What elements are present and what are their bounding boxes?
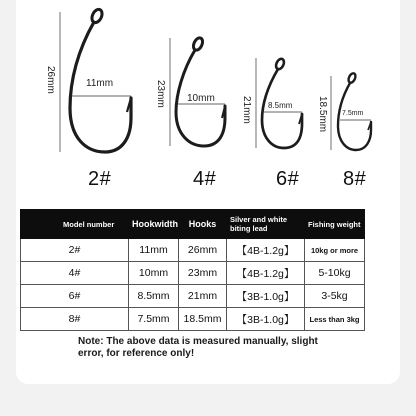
table-row xyxy=(21,262,365,285)
table-row xyxy=(21,285,365,308)
cell-hookwidth: 10mm xyxy=(129,262,179,285)
header-model-number: Model number xyxy=(21,210,129,239)
header-hookwidth: Hookwidth xyxy=(129,210,179,239)
cell-model: 8# xyxy=(21,308,129,331)
hook-2-size-label: 2# xyxy=(88,168,112,190)
hook-8-height-label: 18.5mm xyxy=(317,96,328,133)
hook-6-size-label: 6# xyxy=(276,168,300,190)
hook-4-width-label: 10mm xyxy=(187,93,215,104)
cell-hookwidth: 8.5mm xyxy=(129,285,179,308)
measurement-note: Note: The above data is measured manually, slight error, for reference only! xyxy=(78,336,318,359)
cell-model: 4# xyxy=(21,262,129,285)
cell-model: 2# xyxy=(21,239,129,262)
cell-hookwidth: 11mm xyxy=(129,239,179,262)
cell-lead: 【4B-1.2g】 xyxy=(227,262,305,285)
cell-hooks: 18.5mm xyxy=(179,308,227,331)
cell-lead: 【4B-1.2g】 xyxy=(227,239,305,262)
spec-table xyxy=(20,209,365,331)
hook-8-width-label: 7.5mm xyxy=(342,110,364,117)
hook-8-size-label: 8# xyxy=(343,168,367,190)
cell-weight: 3-5kg xyxy=(305,285,365,308)
cell-lead: 【3B-1.0g】 xyxy=(227,308,305,331)
table-row xyxy=(21,239,365,262)
cell-hooks: 21mm xyxy=(179,285,227,308)
hook-6-width-label: 8.5mm xyxy=(268,101,293,110)
table-header-row xyxy=(21,210,365,239)
hook-6-height-label: 21mm xyxy=(241,96,252,124)
header-fishing-weight: Fishing weight xyxy=(305,210,365,239)
hook-4-height-label: 23mm xyxy=(155,80,166,108)
hook-4-size-label: 4# xyxy=(193,168,217,190)
hook-4-icon xyxy=(176,36,225,146)
cell-hooks: 26mm xyxy=(179,239,227,262)
hook-2-height-label: 26mm xyxy=(45,66,56,94)
cell-weight: Less than 3kg xyxy=(305,308,365,331)
table-row xyxy=(21,308,365,331)
cell-model: 6# xyxy=(21,285,129,308)
cell-hookwidth: 7.5mm xyxy=(129,308,179,331)
cell-hooks: 23mm xyxy=(179,262,227,285)
header-biting-lead: Silver and white biting lead xyxy=(227,210,305,239)
cell-lead: 【3B-1.0g】 xyxy=(227,285,305,308)
hook-2-width-label: 11mm xyxy=(86,78,114,89)
cell-weight: 5-10kg xyxy=(305,262,365,285)
cell-weight: 10kg or more xyxy=(305,239,365,262)
header-hooks: Hooks xyxy=(179,210,227,239)
